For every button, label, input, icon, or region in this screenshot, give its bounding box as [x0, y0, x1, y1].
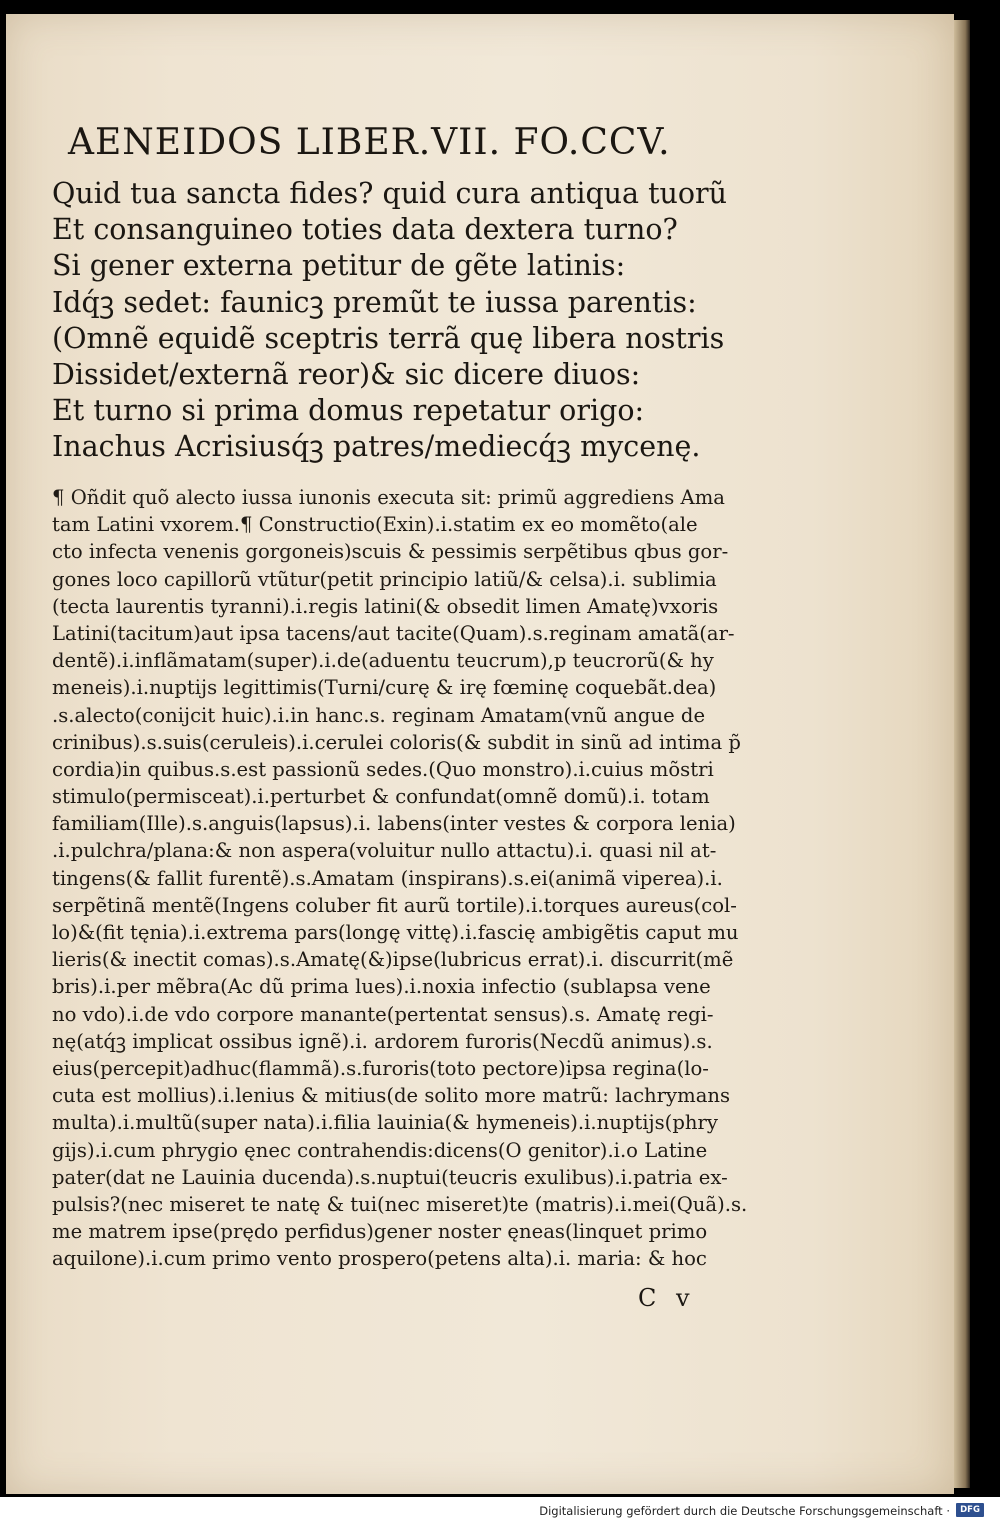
book-page: [6, 14, 954, 1494]
commentary-line: gijs).i.cum phrygio ęnec contrahendis:dicens(O genitor).i.o Latine: [52, 1138, 708, 1162]
dfg-logo: DFG: [956, 1503, 984, 1517]
verse-line: (Omnẽ equidẽ sceptris terrã quę libera nostris: [52, 321, 725, 355]
verse-line: Quid tua sancta fides? quid cura antiqua tuorũ: [52, 177, 728, 210]
signature-mark: C v: [638, 1284, 696, 1312]
running-header: AENEIDOS LIBER.VII. FO.CCV.: [68, 122, 671, 163]
commentary-line: serpẽtinã mentẽ(Ingens coluber fit aurũ tortile).i.torques aureus(col-: [52, 893, 737, 917]
commentary-line: (tecta laurentis tyranni).i.regis latini(& obsedit limen Amatę)vxoris: [52, 594, 719, 618]
commentary-line: stimulo(permisceat).i.perturbet & confundat(omnẽ domũ).i. totam: [52, 785, 710, 809]
commentary-line: .i.pulchra/plana:& non aspera(voluitur nullo attactu).i. quasi nil at-: [52, 839, 717, 863]
commentary-line: pulsis?(nec miseret te natę & tui(nec miseret)te (matris).i.mei(Quã).s.: [52, 1192, 748, 1216]
commentary-line: multa).i.multũ(super nata).i.filia lauinia(& hymeneis).i.nuptijs(phry: [52, 1111, 718, 1135]
commentary-line: pater(dat ne Lauinia ducenda).s.nuptui(teucris exulibus).i.patria ex-: [52, 1165, 728, 1189]
commentary-line: aquilone).i.cum primo vento prospero(petens alta).i. maria: & hoc: [52, 1247, 707, 1271]
commentary-line: ¶ Oñdit quõ alecto iussa iunonis executa sit: primũ aggrediens Ama: [52, 486, 725, 509]
verse-line: Et consanguineo toties data dextera turno?: [52, 213, 678, 247]
commentary-line: crinibus).s.suis(ceruleis).i.cerulei coloris(& subdit in sinũ ad intima p̃: [52, 730, 741, 754]
verse-line: Si gener externa petitur de gẽte latinis:: [52, 249, 626, 283]
commentary-line: no vdo).i.de vdo corpore manante(pertentat sensus).s. Amatę regi-: [52, 1002, 714, 1026]
commentary-line: tam Latini vxorem.¶ Constructio(Exin).i.statim ex eo momẽto(ale: [52, 513, 698, 537]
commentary-line: meneis).i.nuptijs legittimis(Turni/curę & irę fœminę coquebãt.dea): [52, 676, 717, 700]
commentary-line: cordia)in quibus.s.est passionũ sedes.(Quo monstro).i.cuius mõstri: [52, 757, 714, 781]
commentary-line: familiam(Ille).s.anguis(lapsus).i. labens(inter vestes & corpora lenia): [52, 812, 736, 836]
verse-block: [52, 176, 772, 466]
footer-bar: [0, 1497, 1000, 1524]
commentary-line: gones loco capillorũ vtũtur(petit principio latiũ/& celsa).i. sublimia: [52, 567, 717, 591]
verse-line: Inachus Acrisiusq́ꝫ patres/mediecq́ꝫ mycenę.: [52, 430, 701, 464]
commentary-line: cuta est mollius).i.lenius & mitius(de solito more matrũ: lachrymans: [52, 1084, 731, 1108]
commentary-block: [52, 484, 762, 1272]
page-edge: [954, 20, 970, 1488]
commentary-line: eius(percepit)adhuc(flammã).s.furoris(toto pectore)ipsa regina(lo-: [52, 1056, 709, 1080]
verse-line: Idq́ꝫ sedet: faunicꝫ premũt te iussa parentis:: [52, 285, 697, 319]
commentary-line: .s.alecto(conijcit huic).i.in hanc.s. reginam Amatam(vnũ angue de: [52, 703, 706, 727]
commentary-line: nę(atq́ꝫ implicat ossibus ignẽ).i. ardorem furoris(Necdũ animus).s.: [52, 1029, 713, 1053]
commentary-line: me matrem ipse(prędo perfidus)gener noster ęneas(linquet primo: [52, 1220, 708, 1244]
commentary-line: bris).i.per mẽbra(Ac dũ prima lues).i.noxia infectio (sublapsa vene: [52, 975, 711, 999]
commentary-line: lo)&(fit tęnia).i.extrema pars(longę vittę).i.fascię ambigẽtis caput mu: [52, 921, 739, 944]
footer-credit: Digitalisierung gefördert durch die Deutsche Forschungsgemeinschaft ·: [539, 1504, 950, 1518]
commentary-line: cto infecta venenis gorgoneis)scuis & pessimis serpẽtibus qbus gor-: [52, 540, 729, 564]
commentary-line: tingens(& fallit furentẽ).s.Amatam (inspirans).s.ei(animã viperea).i.: [52, 866, 723, 890]
verse-line: Et turno si prima domus repetatur origo:: [52, 394, 645, 428]
commentary-line: lieris(& inectit comas).s.Amatę(&)ipse(lubricus errat).i. discurrit(mẽ: [52, 948, 734, 972]
verse-line: Dissidet/externã reor)& sic dicere diuos:: [52, 357, 641, 391]
commentary-line: dentẽ).i.inflãmatam(super).i.de(aduentu teucrum),p teucrorũ(& hy: [52, 649, 714, 673]
commentary-line: Latini(tacitum)aut ipsa tacens/aut tacite(Quam).s.reginam amatã(ar-: [52, 621, 735, 645]
